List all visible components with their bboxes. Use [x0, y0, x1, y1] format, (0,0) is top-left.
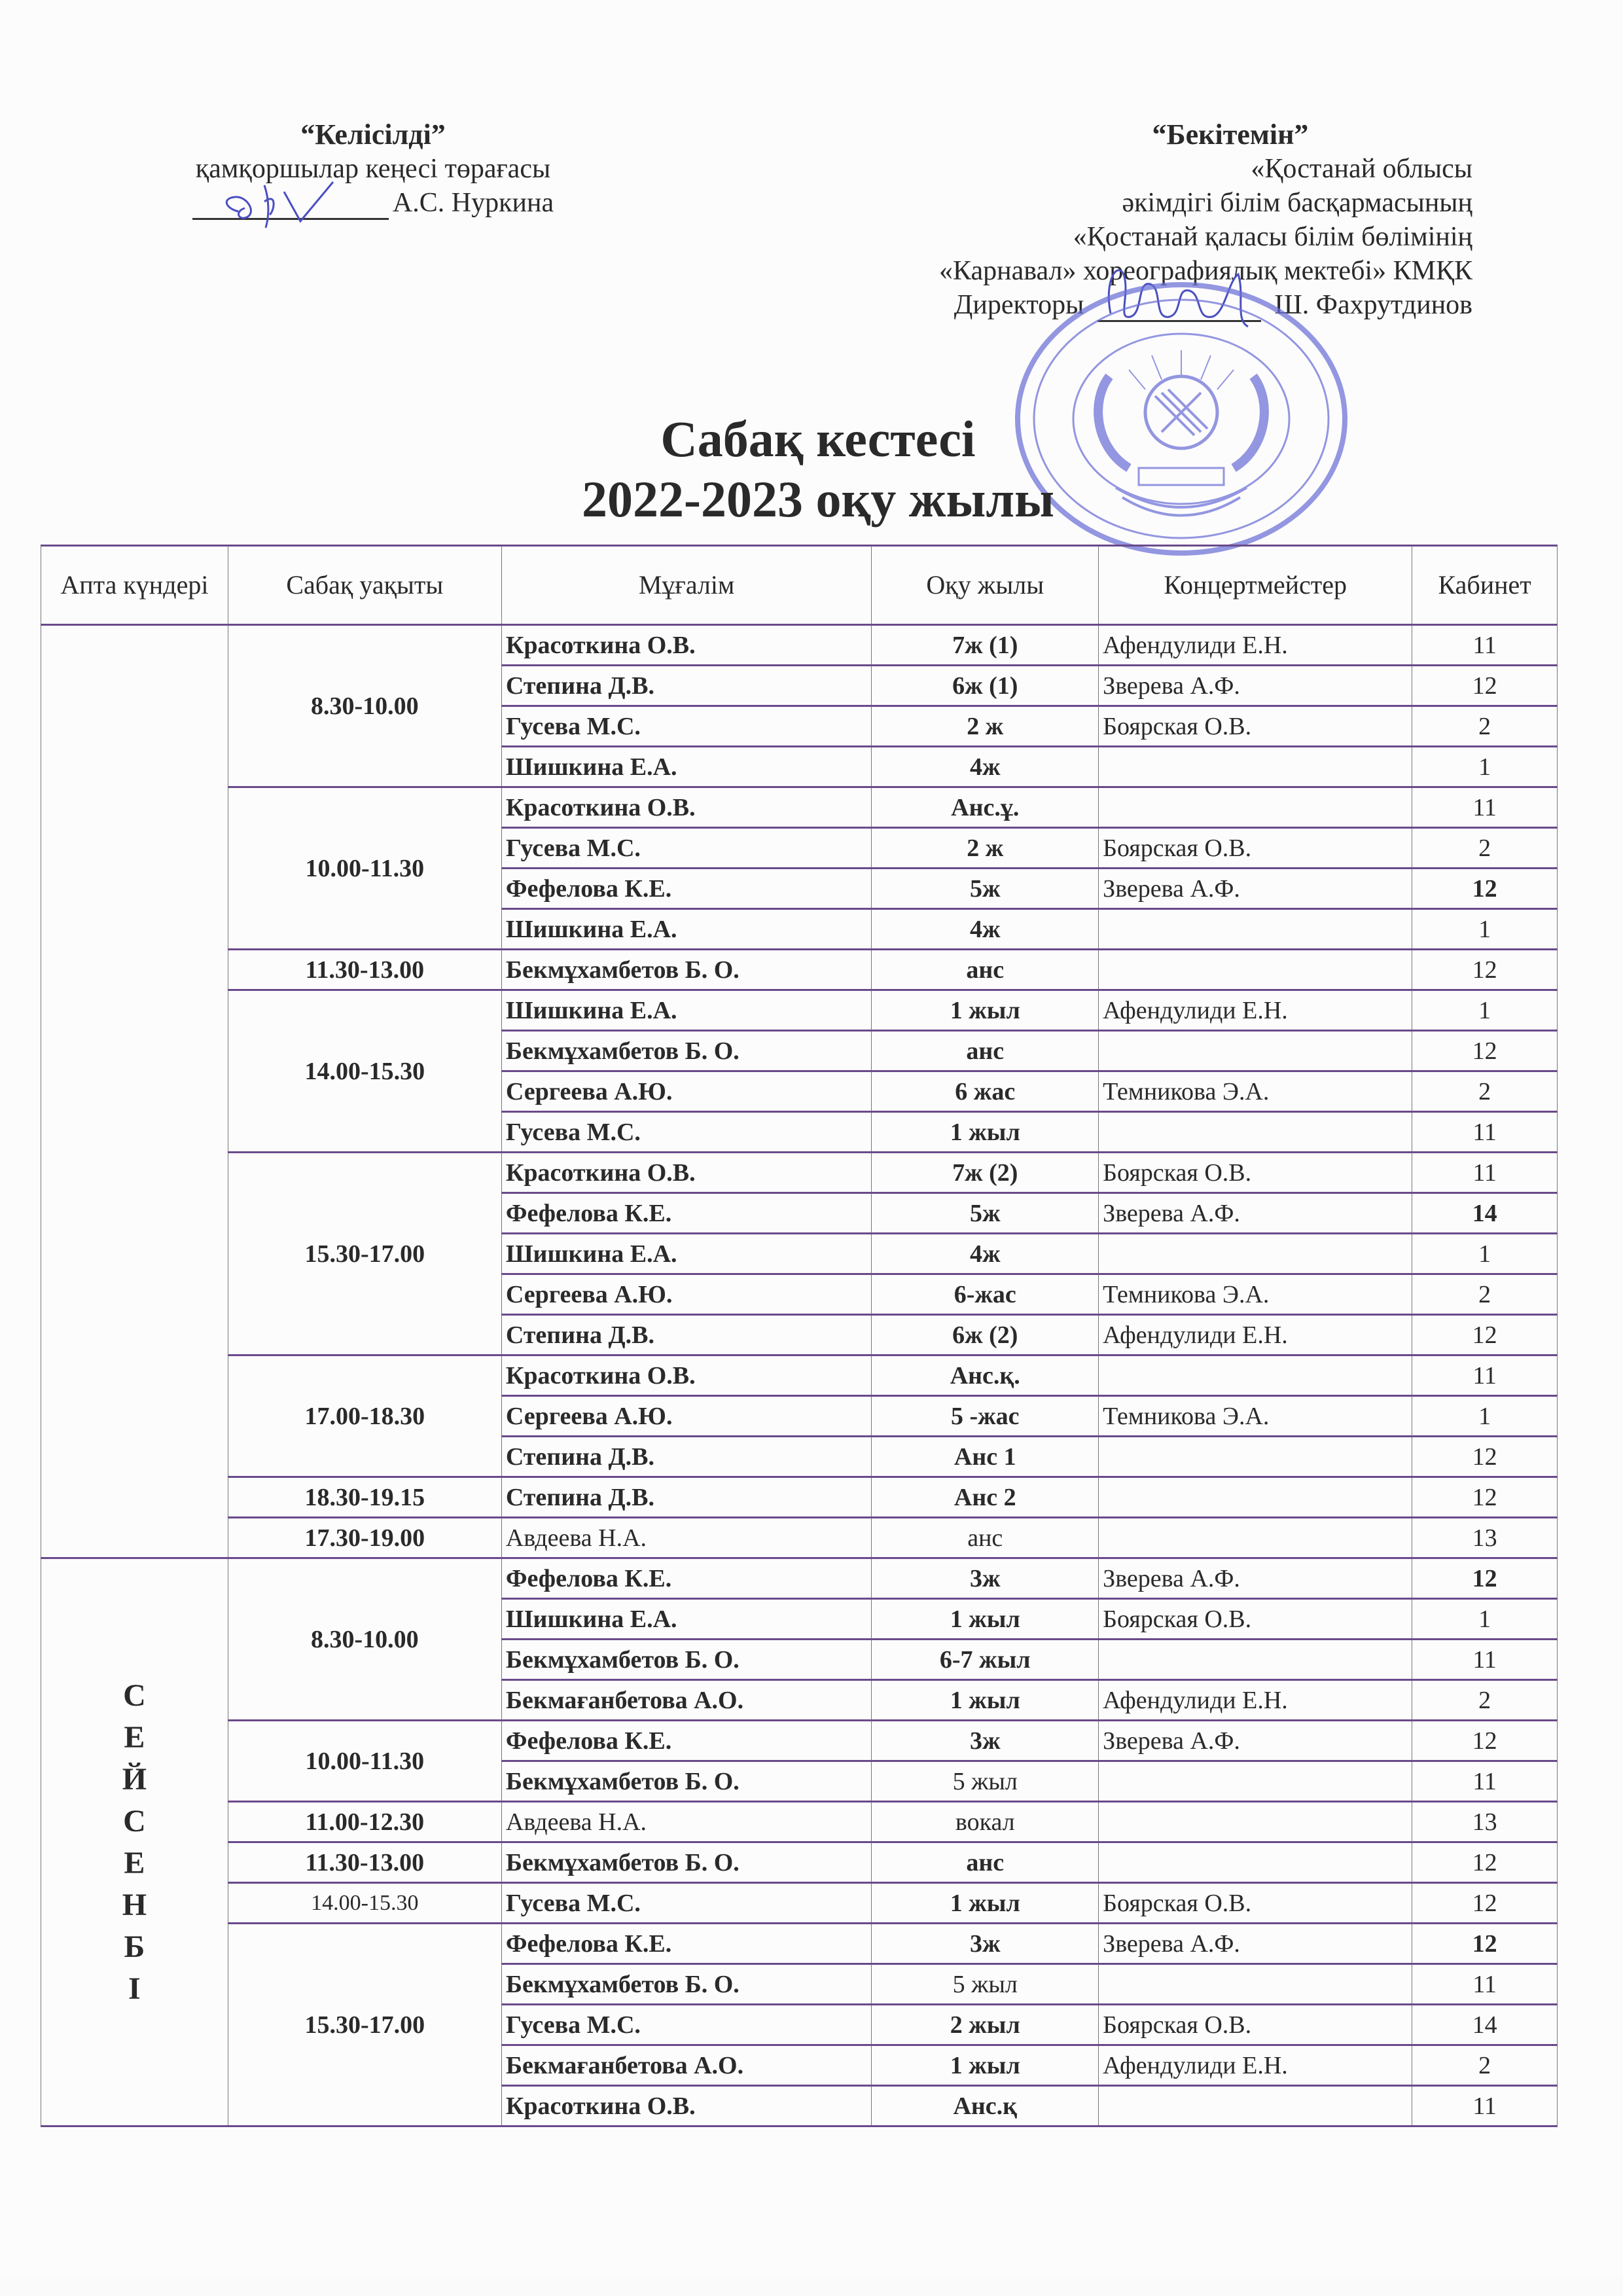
title-line-2: 2022-2023 оқу жылы — [581, 471, 1055, 528]
approval-right-org-line1: «Қостанай облысы — [1251, 154, 1472, 184]
teacher-cell: Гусева М.С. — [501, 706, 872, 747]
teacher-cell: Сергеева А.Ю. — [501, 1396, 872, 1437]
title-line-1: Сабақ кестесі — [660, 410, 976, 467]
teacher-cell: Степина Д.В. — [501, 1315, 872, 1355]
room-cell: 12 — [1412, 1558, 1558, 1599]
study-year-cell: 3ж — [872, 1721, 1099, 1761]
accompanist-cell: Боярская О.В. — [1099, 1883, 1412, 1924]
accompanist-cell: Афендулиди Е.Н. — [1099, 1680, 1412, 1721]
accompanist-cell — [1099, 950, 1412, 990]
teacher-cell: Фефелова К.Е. — [501, 1924, 872, 1964]
study-year-cell: Анс.қ. — [872, 1355, 1099, 1396]
room-cell: 14 — [1412, 1193, 1558, 1234]
study-year-cell: 6 жас — [872, 1071, 1099, 1112]
teacher-cell: Красоткина О.В. — [501, 2086, 872, 2126]
accompanist-cell — [1099, 787, 1412, 828]
room-cell: 12 — [1412, 869, 1558, 909]
weekday-letter: Б — [124, 1929, 145, 1964]
room-cell: 2 — [1412, 706, 1558, 747]
teacher-cell: Бекмұхамбетов Б. О. — [501, 1761, 872, 1802]
lesson-time-cell: 10.00-11.30 — [228, 1721, 501, 1802]
accompanist-cell: Афендулиди Е.Н. — [1099, 2045, 1412, 2086]
teacher-cell: Степина Д.В. — [501, 1437, 872, 1477]
accompanist-cell: Зверева А.Ф. — [1099, 1558, 1412, 1599]
accompanist-cell — [1099, 1802, 1412, 1842]
approval-left-signature-line — [157, 186, 589, 220]
approval-left-name: А.С. Нуркина — [392, 188, 554, 218]
weekday-letter: Н — [122, 1887, 147, 1922]
room-cell: 12 — [1412, 1437, 1558, 1477]
teacher-cell: Шишкина Е.А. — [501, 1599, 872, 1640]
lesson-time-cell: 8.30-10.00 — [228, 1558, 501, 1721]
weekday-letter: Е — [124, 1845, 145, 1880]
table-row — [41, 950, 1558, 990]
room-cell: 11 — [1412, 1355, 1558, 1396]
room-cell: 1 — [1412, 1396, 1558, 1437]
room-cell: 2 — [1412, 1071, 1558, 1112]
study-year-cell: 2 ж — [872, 706, 1099, 747]
schedule-body — [41, 625, 1558, 2126]
study-year-cell: 6ж (2) — [872, 1315, 1099, 1355]
approval-right-title: “Бекітемін” — [1152, 118, 1309, 151]
table-row — [41, 787, 1558, 828]
room-cell: 2 — [1412, 1680, 1558, 1721]
accompanist-cell — [1099, 1355, 1412, 1396]
room-cell: 11 — [1412, 1640, 1558, 1680]
study-year-cell: 7ж (1) — [872, 625, 1099, 666]
table-header-row — [41, 546, 1558, 625]
header-accompanist: Концертмейстер — [1099, 546, 1412, 625]
teacher-cell: Гусева М.С. — [501, 828, 872, 869]
accompanist-cell — [1099, 747, 1412, 787]
table-row — [41, 1518, 1558, 1558]
approval-right-director-line — [753, 288, 1472, 322]
accompanist-cell — [1099, 1112, 1412, 1153]
page-bottom-edge — [0, 2276, 1623, 2296]
room-cell: 1 — [1412, 1599, 1558, 1640]
weekday-cell — [41, 1558, 228, 2126]
lesson-time-cell: 11.00-12.30 — [228, 1802, 501, 1842]
study-year-cell: 1 жыл — [872, 1599, 1099, 1640]
accompanist-cell — [1099, 1964, 1412, 2005]
study-year-cell: 3ж — [872, 1558, 1099, 1599]
accompanist-cell: Зверева А.Ф. — [1099, 869, 1412, 909]
lesson-time-cell: 17.00-18.30 — [228, 1355, 501, 1477]
study-year-cell: анс — [872, 1031, 1099, 1071]
lesson-time-cell: 15.30-17.00 — [228, 1924, 501, 2126]
room-cell: 12 — [1412, 1883, 1558, 1924]
director-name: Ш. Фахрутдинов — [1274, 290, 1472, 320]
lesson-time-cell: 10.00-11.30 — [228, 787, 501, 950]
approval-left-title: “Келісілді” — [300, 118, 446, 151]
teacher-cell: Гусева М.С. — [501, 1883, 872, 1924]
room-cell: 12 — [1412, 1924, 1558, 1964]
teacher-cell: Гусева М.С. — [501, 2005, 872, 2045]
accompanist-cell: Зверева А.Ф. — [1099, 666, 1412, 706]
lesson-time-cell: 11.30-13.00 — [228, 1842, 501, 1883]
approval-right-org-line4: «Карнавал» хореографиялық мектебі» КМҚК — [939, 256, 1472, 286]
lesson-time-cell: 17.30-19.00 — [228, 1518, 501, 1558]
lesson-time-cell: 14.00-15.30 — [228, 1883, 501, 1924]
accompanist-cell: Темникова Э.А. — [1099, 1071, 1412, 1112]
schedule-table — [41, 545, 1558, 2127]
room-cell: 1 — [1412, 1234, 1558, 1274]
teacher-cell: Фефелова К.Е. — [501, 1558, 872, 1599]
header-year: Оқу жылы — [872, 546, 1099, 625]
accompanist-cell: Боярская О.В. — [1099, 828, 1412, 869]
weekday-letter: Е — [124, 1719, 145, 1755]
teacher-cell: Сергеева А.Ю. — [501, 1071, 872, 1112]
room-cell: 11 — [1412, 1761, 1558, 1802]
approval-left-position: қамқоршылар кеңесі төрағасы — [195, 154, 551, 184]
room-cell: 14 — [1412, 2005, 1558, 2045]
teacher-cell: Красоткина О.В. — [501, 625, 872, 666]
accompanist-cell — [1099, 909, 1412, 950]
accompanist-cell — [1099, 1234, 1412, 1274]
accompanist-cell — [1099, 1842, 1412, 1883]
study-year-cell: 4ж — [872, 1234, 1099, 1274]
room-cell: 12 — [1412, 950, 1558, 990]
room-cell: 1 — [1412, 990, 1558, 1031]
table-row — [41, 1802, 1558, 1842]
room-cell: 12 — [1412, 1315, 1558, 1355]
accompanist-cell — [1099, 1761, 1412, 1802]
table-row — [41, 1721, 1558, 1761]
study-year-cell: 4ж — [872, 747, 1099, 787]
study-year-cell: 6-жас — [872, 1274, 1099, 1315]
study-year-cell: 4ж — [872, 909, 1099, 950]
teacher-cell: Сергеева А.Ю. — [501, 1274, 872, 1315]
study-year-cell: 3ж — [872, 1924, 1099, 1964]
teacher-cell: Авдеева Н.А. — [501, 1518, 872, 1558]
room-cell: 11 — [1412, 625, 1558, 666]
study-year-cell: 5 -жас — [872, 1396, 1099, 1437]
accompanist-cell — [1099, 1640, 1412, 1680]
study-year-cell: Анс.ұ. — [872, 787, 1099, 828]
study-year-cell: анс — [872, 950, 1099, 990]
room-cell: 2 — [1412, 1274, 1558, 1315]
lesson-time-cell: 18.30-19.15 — [228, 1477, 501, 1518]
approval-right-org-line3: «Қостанай қаласы білім бөлімінің — [1073, 222, 1472, 252]
study-year-cell: 1 жыл — [872, 1112, 1099, 1153]
table-row — [41, 1924, 1558, 1964]
teacher-cell: Фефелова К.Е. — [501, 1721, 872, 1761]
study-year-cell: 1 жыл — [872, 990, 1099, 1031]
room-cell: 11 — [1412, 787, 1558, 828]
study-year-cell: вокал — [872, 1802, 1099, 1842]
teacher-cell: Бекмұхамбетов Б. О. — [501, 1031, 872, 1071]
accompanist-cell: Афендулиди Е.Н. — [1099, 625, 1412, 666]
study-year-cell: 2 жыл — [872, 2005, 1099, 2045]
study-year-cell: анс — [872, 1518, 1099, 1558]
weekday-letter: С — [123, 1677, 146, 1713]
teacher-cell: Авдеева Н.А. — [501, 1802, 872, 1842]
room-cell: 11 — [1412, 2086, 1558, 2126]
header-room: Кабинет — [1412, 546, 1558, 625]
room-cell: 12 — [1412, 1477, 1558, 1518]
teacher-cell: Гусева М.С. — [501, 1112, 872, 1153]
teacher-cell: Бекмұхамбетов Б. О. — [501, 950, 872, 990]
study-year-cell: 1 жыл — [872, 1680, 1099, 1721]
header-teacher: Мұғалім — [501, 546, 872, 625]
teacher-cell: Бекмұхамбетов Б. О. — [501, 1640, 872, 1680]
accompanist-cell: Афендулиди Е.Н. — [1099, 990, 1412, 1031]
signature-underline — [1097, 294, 1261, 322]
study-year-cell: 5ж — [872, 869, 1099, 909]
study-year-cell: 7ж (2) — [872, 1153, 1099, 1193]
weekday-cell — [41, 625, 228, 1558]
accompanist-cell: Зверева А.Ф. — [1099, 1924, 1412, 1964]
room-cell: 2 — [1412, 2045, 1558, 2086]
room-cell: 13 — [1412, 1518, 1558, 1558]
study-year-cell: анс — [872, 1842, 1099, 1883]
document-title — [0, 409, 1623, 529]
room-cell: 13 — [1412, 1802, 1558, 1842]
study-year-cell: Анс 1 — [872, 1437, 1099, 1477]
accompanist-cell — [1099, 1031, 1412, 1071]
room-cell: 12 — [1412, 1031, 1558, 1071]
lesson-time-cell: 15.30-17.00 — [228, 1153, 501, 1355]
header-time: Сабақ уақыты — [228, 546, 501, 625]
teacher-cell: Красоткина О.В. — [501, 787, 872, 828]
teacher-cell: Фефелова К.Е. — [501, 1193, 872, 1234]
table-row — [41, 1153, 1558, 1193]
teacher-cell: Шишкина Е.А. — [501, 990, 872, 1031]
accompanist-cell — [1099, 1518, 1412, 1558]
accompanist-cell: Боярская О.В. — [1099, 1599, 1412, 1640]
table-row — [41, 1477, 1558, 1518]
weekday-letter: Й — [122, 1761, 147, 1797]
table-row — [41, 1558, 1558, 1599]
accompanist-cell: Зверева А.Ф. — [1099, 1193, 1412, 1234]
lesson-time-cell: 14.00-15.30 — [228, 990, 501, 1153]
study-year-cell: 6ж (1) — [872, 666, 1099, 706]
study-year-cell: 6-7 жыл — [872, 1640, 1099, 1680]
accompanist-cell: Боярская О.В. — [1099, 2005, 1412, 2045]
room-cell: 12 — [1412, 666, 1558, 706]
approval-right-org-line2: әкімдігі білім басқармасының — [1122, 188, 1472, 218]
approval-right-block — [753, 118, 1472, 322]
weekday-letter: І — [128, 1971, 141, 2006]
table-row — [41, 625, 1558, 666]
room-cell: 11 — [1412, 1153, 1558, 1193]
header-day: Апта күндері — [41, 546, 228, 625]
signature-left-icon — [219, 179, 349, 231]
study-year-cell: 5ж — [872, 1193, 1099, 1234]
table-row — [41, 1355, 1558, 1396]
study-year-cell: 1 жыл — [872, 1883, 1099, 1924]
study-year-cell: 1 жыл — [872, 2045, 1099, 2086]
teacher-cell: Шишкина Е.А. — [501, 1234, 872, 1274]
lesson-time-cell: 11.30-13.00 — [228, 950, 501, 990]
teacher-cell: Шишкина Е.А. — [501, 909, 872, 950]
room-cell: 1 — [1412, 909, 1558, 950]
accompanist-cell — [1099, 2086, 1412, 2126]
teacher-cell: Бекмағанбетова А.О. — [501, 1680, 872, 1721]
accompanist-cell: Темникова Э.А. — [1099, 1396, 1412, 1437]
room-cell: 11 — [1412, 1964, 1558, 2005]
teacher-cell: Бекмағанбетова А.О. — [501, 2045, 872, 2086]
teacher-cell: Шишкина Е.А. — [501, 747, 872, 787]
teacher-cell: Бекмұхамбетов Б. О. — [501, 1964, 872, 2005]
table-row — [41, 1842, 1558, 1883]
room-cell: 12 — [1412, 1842, 1558, 1883]
teacher-cell: Фефелова К.Е. — [501, 869, 872, 909]
room-cell: 2 — [1412, 828, 1558, 869]
room-cell: 11 — [1412, 1112, 1558, 1153]
study-year-cell: 5 жыл — [872, 1964, 1099, 2005]
table-row — [41, 990, 1558, 1031]
director-label: Директоры — [954, 290, 1084, 320]
study-year-cell: 2 ж — [872, 828, 1099, 869]
accompanist-cell: Зверева А.Ф. — [1099, 1721, 1412, 1761]
accompanist-cell: Боярская О.В. — [1099, 706, 1412, 747]
accompanist-cell: Боярская О.В. — [1099, 1153, 1412, 1193]
weekday-letter: С — [123, 1803, 146, 1839]
accompanist-cell — [1099, 1437, 1412, 1477]
room-cell: 12 — [1412, 1721, 1558, 1761]
signature-underline — [192, 192, 389, 220]
teacher-cell: Красоткина О.В. — [501, 1153, 872, 1193]
study-year-cell: Анс.қ — [872, 2086, 1099, 2126]
study-year-cell: 5 жыл — [872, 1761, 1099, 1802]
room-cell: 1 — [1412, 747, 1558, 787]
approval-left-block — [157, 118, 589, 220]
accompanist-cell: Афендулиди Е.Н. — [1099, 1315, 1412, 1355]
teacher-cell: Степина Д.В. — [501, 666, 872, 706]
study-year-cell: Анс 2 — [872, 1477, 1099, 1518]
lesson-time-cell: 8.30-10.00 — [228, 625, 501, 787]
accompanist-cell — [1099, 1477, 1412, 1518]
teacher-cell: Красоткина О.В. — [501, 1355, 872, 1396]
teacher-cell: Степина Д.В. — [501, 1477, 872, 1518]
accompanist-cell: Темникова Э.А. — [1099, 1274, 1412, 1315]
table-row — [41, 1883, 1558, 1924]
teacher-cell: Бекмұхамбетов Б. О. — [501, 1842, 872, 1883]
